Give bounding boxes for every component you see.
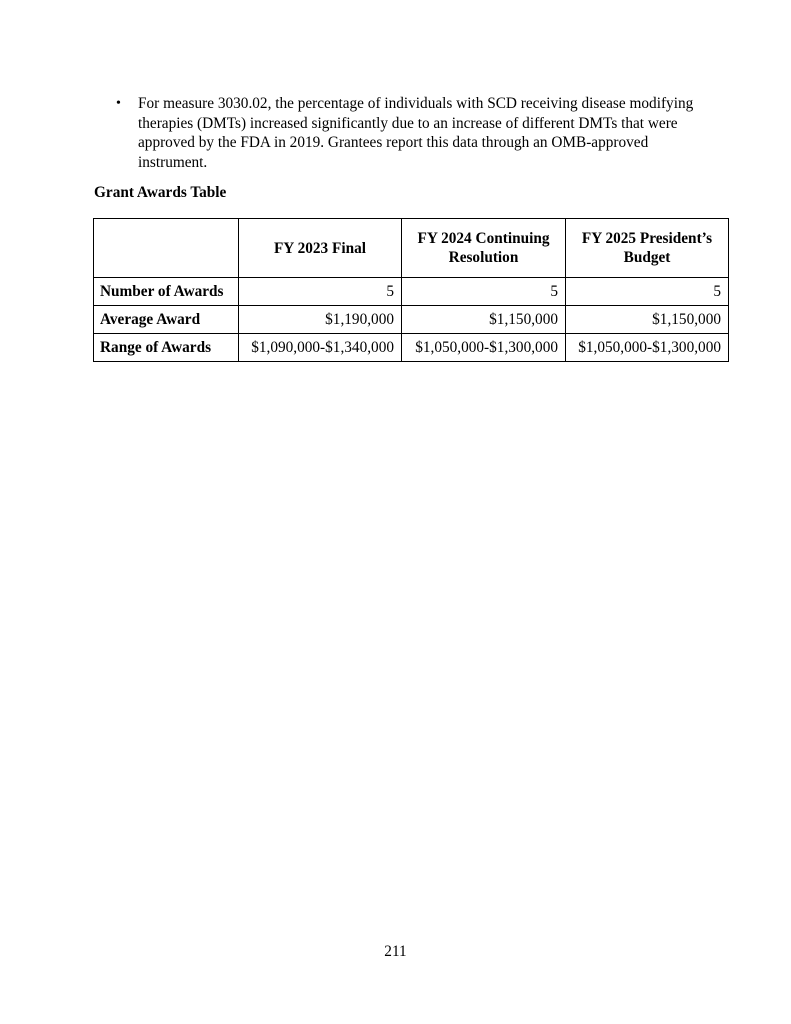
table-row — [94, 306, 729, 334]
bullet-marker: • — [116, 96, 121, 111]
row-label: Average Award — [94, 306, 239, 334]
table-cell: 5 — [566, 278, 729, 306]
column-header: FY 2024 Continuing Resolution — [402, 219, 566, 278]
table-header-row — [94, 219, 729, 278]
table-cell: $1,050,000-$1,300,000 — [566, 334, 729, 362]
table-corner-cell — [94, 219, 239, 278]
table-cell: $1,150,000 — [402, 306, 566, 334]
grant-awards-table — [93, 218, 729, 362]
table-cell: $1,190,000 — [239, 306, 402, 334]
column-header: FY 2025 President’s Budget — [566, 219, 729, 278]
bullet-text: For measure 3030.02, the percentage of individuals with SCD receiving disease modifying therapies (DMTs) increased significantly due to an increase of different DMTs that were approved by the FDA in 2019. Grantees report this data through an OMB-approved instrument. — [138, 95, 694, 171]
row-label: Range of Awards — [94, 334, 239, 362]
bullet-item — [116, 94, 716, 172]
row-label: Number of Awards — [94, 278, 239, 306]
table-cell: $1,090,000-$1,340,000 — [239, 334, 402, 362]
column-header: FY 2023 Final — [239, 219, 402, 278]
table-cell: 5 — [402, 278, 566, 306]
page-number: 211 — [384, 943, 407, 960]
table-row — [94, 334, 729, 362]
table-row — [94, 278, 729, 306]
table-cell: $1,050,000-$1,300,000 — [402, 334, 566, 362]
section-heading: Grant Awards Table — [94, 184, 227, 201]
table-cell: $1,150,000 — [566, 306, 729, 334]
table-cell: 5 — [239, 278, 402, 306]
